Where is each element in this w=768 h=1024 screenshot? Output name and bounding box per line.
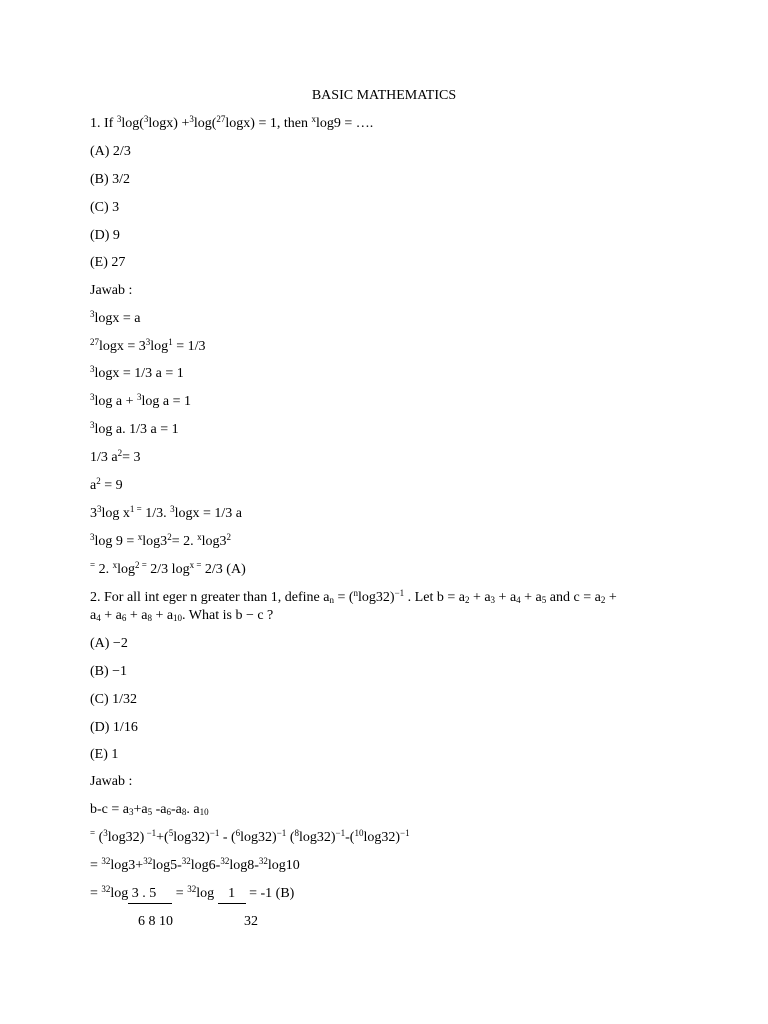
text: logx = 3 [99,339,146,354]
q1-option-e: (E) 27 [90,255,126,270]
superscript: n [353,588,359,598]
text: = 1/3 [172,339,206,354]
superscript: 27 [90,337,99,347]
subscript: 8 [147,613,152,623]
text: -a [152,802,167,817]
superscript: 27 [216,114,226,124]
text: log32) [240,830,277,845]
superscript: 32 [220,856,230,866]
text: . a [186,802,200,817]
q2-step-4-denominator-right: 32 [244,914,258,929]
text: log32) [363,830,401,845]
text: = 2. [171,534,198,549]
superscript: −1 [144,828,157,838]
q1-step-3 [90,365,184,383]
superscript: 3 [90,392,95,402]
text: ( [286,830,295,845]
superscript: 32 [101,856,111,866]
superscript: = [90,828,96,838]
superscript: 6 [235,828,241,838]
text: log( [193,116,217,131]
text: = 9 [100,478,123,493]
text: = ( [333,590,354,605]
text: = -1 (B) [245,886,295,901]
text: log3 [142,534,168,549]
q1-option-a: (A) 2/3 [90,144,131,159]
text: logx = a [94,311,141,326]
subscript: 10 [173,613,183,623]
text: ( [95,830,104,845]
superscript: 1 = [129,504,142,514]
subscript: 6 [166,807,171,817]
text: logx = 1/3 a = 1 [94,366,184,381]
superscript: 8 [294,828,299,838]
subscript: 3 [129,807,134,817]
superscript: x [197,532,202,542]
text: log a = 1 [141,394,191,409]
text: + a [495,590,517,605]
q2-step-4-denominator-left: 6 8 10 [138,914,173,929]
subscript: 4 [516,595,521,605]
superscript: 3 [170,504,175,514]
superscript: 1 [168,337,173,347]
superscript: 2 [96,476,101,486]
q1-step-5 [90,421,179,439]
subscript: n [329,595,334,605]
superscript: 2 [117,448,123,458]
text: log32) [107,830,145,845]
q2-step-4 [90,885,294,904]
text: logx) = 1, then [225,116,312,131]
text: log [117,562,135,577]
q2-option-d: (D) 1/16 [90,720,138,735]
text: log6- [190,858,221,873]
text: 2/3 (A) [201,562,246,577]
subscript: 2 [464,595,470,605]
text: 2. For all int eger n greater than 1, define a [90,590,330,605]
text: log9 = …. [315,116,374,131]
superscript: 32 [187,884,197,894]
text: = [90,886,102,901]
superscript: 3 [97,504,102,514]
text: = [172,886,188,901]
text: + a [151,608,174,623]
subscript: 10 [199,807,209,817]
q2-option-c: (C) 1/32 [90,692,138,707]
q1-jawab-label: Jawab : [90,283,133,298]
text: 1. If [90,116,117,131]
q1-step-10 [90,561,246,579]
text: . What is b − c ? [182,608,274,623]
q1-step-1 [90,310,141,328]
superscript: x = [189,560,202,570]
q1-step-4 [90,393,191,411]
text: + a [100,608,122,623]
superscript: 2 [167,532,172,542]
fraction-numerator: 3 . 5 [128,885,172,904]
q2-jawab-label: Jawab : [90,774,133,789]
q1-step-8 [90,505,242,523]
superscript: 32 [101,884,111,894]
superscript: −1 [276,828,287,838]
superscript: 3 [103,828,108,838]
superscript: 32 [181,856,191,866]
text: - ( [219,830,236,845]
subscript: 3 [490,595,496,605]
text: log( [121,116,144,131]
superscript: −1 [394,588,405,598]
text: logx) + [148,116,190,131]
superscript: 5 [168,828,174,838]
text: = 3 [122,450,141,465]
q2-stem-line-1 [90,589,617,607]
q1-option-d: (D) 9 [90,228,120,243]
superscript: 2 = [134,560,147,570]
superscript: 32 [143,856,153,866]
text: a [90,478,97,493]
text: +( [156,830,169,845]
q1-stem [90,115,373,133]
fraction-numerator: 1 [218,885,246,904]
superscript: x [311,114,316,124]
text: log3+ [110,858,144,873]
text: log32) [173,830,210,845]
document-title: BASIC MATHEMATICS [311,88,457,103]
text: +a [133,802,148,817]
text: log [150,339,169,354]
text: a [90,608,97,623]
subscript: 5 [147,807,153,817]
superscript: 2 [226,532,231,542]
text: log32) [298,830,336,845]
text: log [110,886,129,901]
q2-option-e: (E) 1 [90,747,119,762]
text: + a [469,590,491,605]
text: 1/3. [141,506,171,521]
superscript: 3 [90,532,95,542]
text: log3 [201,534,227,549]
superscript: −1 [209,828,220,838]
superscript: 3 [90,420,95,430]
text: log x [101,506,130,521]
superscript: 3 [90,309,95,319]
q1-option-b: (B) 3/2 [90,172,131,187]
text: log a. 1/3 a = 1 [94,422,179,437]
q1-step-9 [90,533,231,551]
q2-step-2 [90,829,410,847]
subscript: 4 [96,613,101,623]
superscript: 3 [143,114,149,124]
superscript: 3 [189,114,194,124]
superscript: 3 [145,337,151,347]
text: 1/3 a [90,450,118,465]
text: 2. [95,562,113,577]
text: -a [171,802,182,817]
text: + a [126,608,148,623]
subscript: 5 [541,595,547,605]
superscript: −1 [335,828,346,838]
q2-step-1 [90,801,209,819]
text: log 9 = [94,534,138,549]
q2-step-3 [90,857,300,875]
superscript: 3 [90,364,95,374]
text: . Let b = a [404,590,465,605]
text: and c = a [546,590,601,605]
q2-stem-line-2 [90,607,273,625]
q2-option-a: (A) −2 [90,636,128,651]
text: = [90,858,102,873]
text: log10 [267,858,300,873]
superscript: = [90,560,96,570]
subscript: 2 [600,595,606,605]
q2-option-b: (B) −1 [90,664,128,679]
superscript: 3 [116,114,122,124]
text: log8- [229,858,259,873]
q1-step-6 [90,449,141,467]
text: log [196,886,218,901]
superscript: x [112,560,118,570]
superscript: 10 [354,828,364,838]
subscript: 8 [181,807,187,817]
text: log32) [358,590,395,605]
text: log a + [94,394,137,409]
q1-step-7 [90,477,123,495]
text: 2/3 log [146,562,190,577]
subscript: 6 [121,613,127,623]
q1-step-2 [90,338,205,356]
q1-option-c: (C) 3 [90,200,120,215]
text: b-c = a [90,802,129,817]
superscript: 3 [137,392,142,402]
superscript: x [137,532,143,542]
superscript: −1 [400,828,410,838]
superscript: 32 [258,856,268,866]
text: log5- [152,858,182,873]
text: 3 [90,506,97,521]
text: + [605,590,617,605]
text: logx = 1/3 a [174,506,242,521]
text: + a [520,590,542,605]
text: -( [345,830,355,845]
